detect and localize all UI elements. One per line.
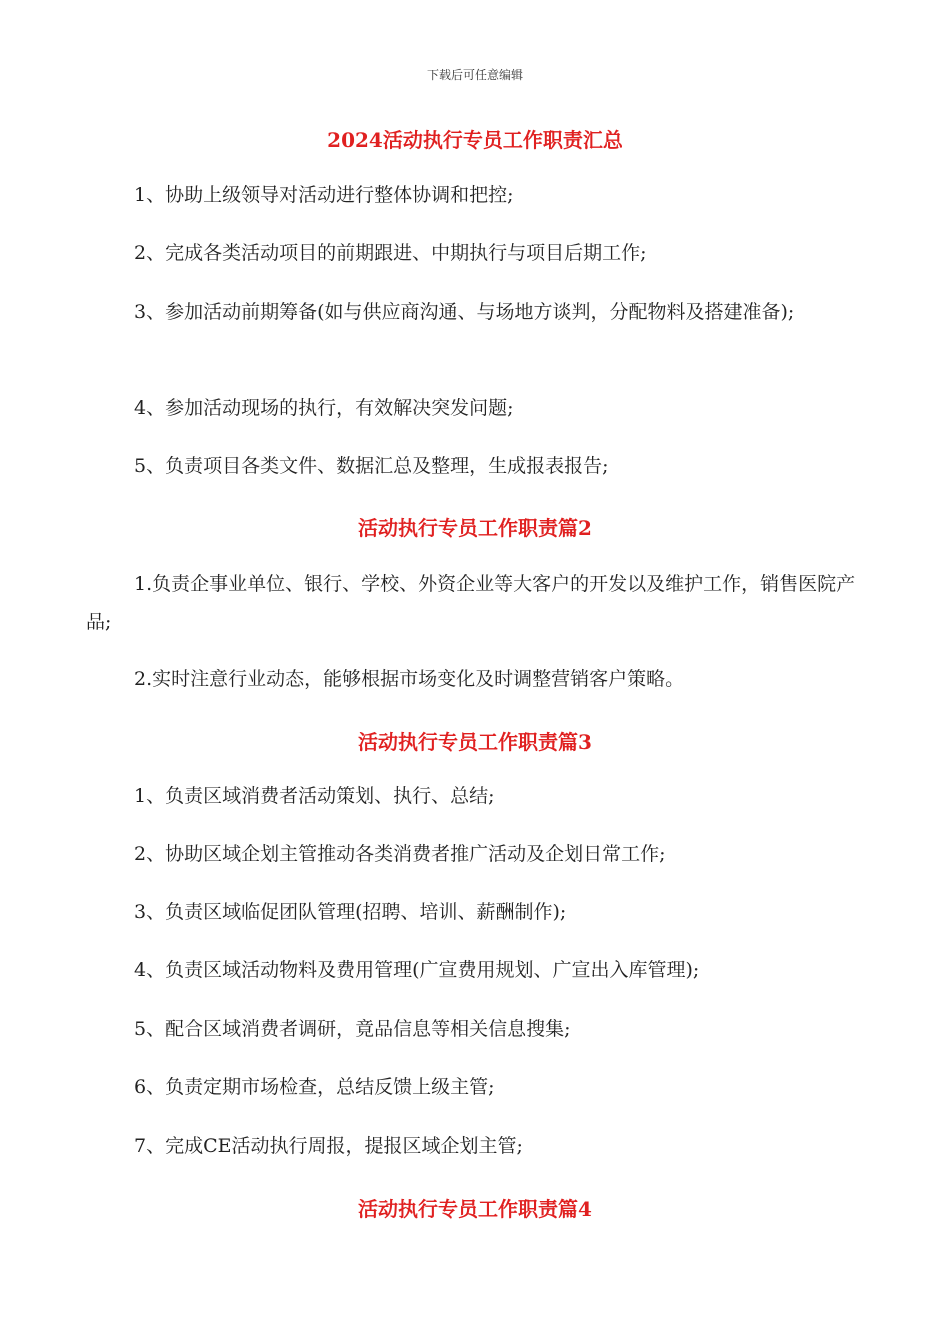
list-item: 4、参加活动现场的执行，有效解决突发问题; xyxy=(134,397,514,419)
list-item: 6、负责定期市场检查，总结反馈上级主管; xyxy=(134,1076,495,1098)
section-title: 活动执行专员工作职责篇2 xyxy=(358,516,592,540)
list-item: 4、负责区域活动物料及费用管理(广宣费用规划、广宣出入库管理); xyxy=(134,959,700,981)
header-note: 下载后可任意编辑 xyxy=(426,68,523,82)
list-item: 1、负责区域消费者活动策划、执行、总结; xyxy=(134,785,495,807)
list-item: 1、协助上级领导对活动进行整体协调和把控; xyxy=(134,184,514,206)
list-item: 3、负责区域临促团队管理(招聘、培训、薪酬制作); xyxy=(134,901,567,923)
list-item: 3、参加活动前期筹备(如与供应商沟通、与场地方谈判，分配物料及搭建准备); xyxy=(134,301,795,323)
list-item: 2、完成各类活动项目的前期跟进、中期执行与项目后期工作; xyxy=(134,242,647,264)
list-item: 7、完成CE活动执行周报，提报区域企划主管; xyxy=(134,1135,523,1157)
section-title: 活动执行专员工作职责篇4 xyxy=(358,1197,592,1221)
list-item: 2、协助区域企划主管推动各类消费者推广活动及企划日常工作; xyxy=(134,843,666,865)
section-title: 2024活动执行专员工作职责汇总 xyxy=(327,128,623,152)
list-item: 5、配合区域消费者调研，竟品信息等相关信息搜集; xyxy=(134,1018,571,1040)
section-title: 活动执行专员工作职责篇3 xyxy=(358,730,592,754)
list-item: 5、负责项目各类文件、数据汇总及整理，生成报表报告; xyxy=(134,455,609,477)
list-item: 1.负责企事业单位、银行、学校、外资企业等大客户的开发以及维护工作，销售医院产品; xyxy=(86,573,856,633)
list-item: 2.实时注意行业动态，能够根据市场变化及时调整营销客户策略。 xyxy=(134,668,685,690)
